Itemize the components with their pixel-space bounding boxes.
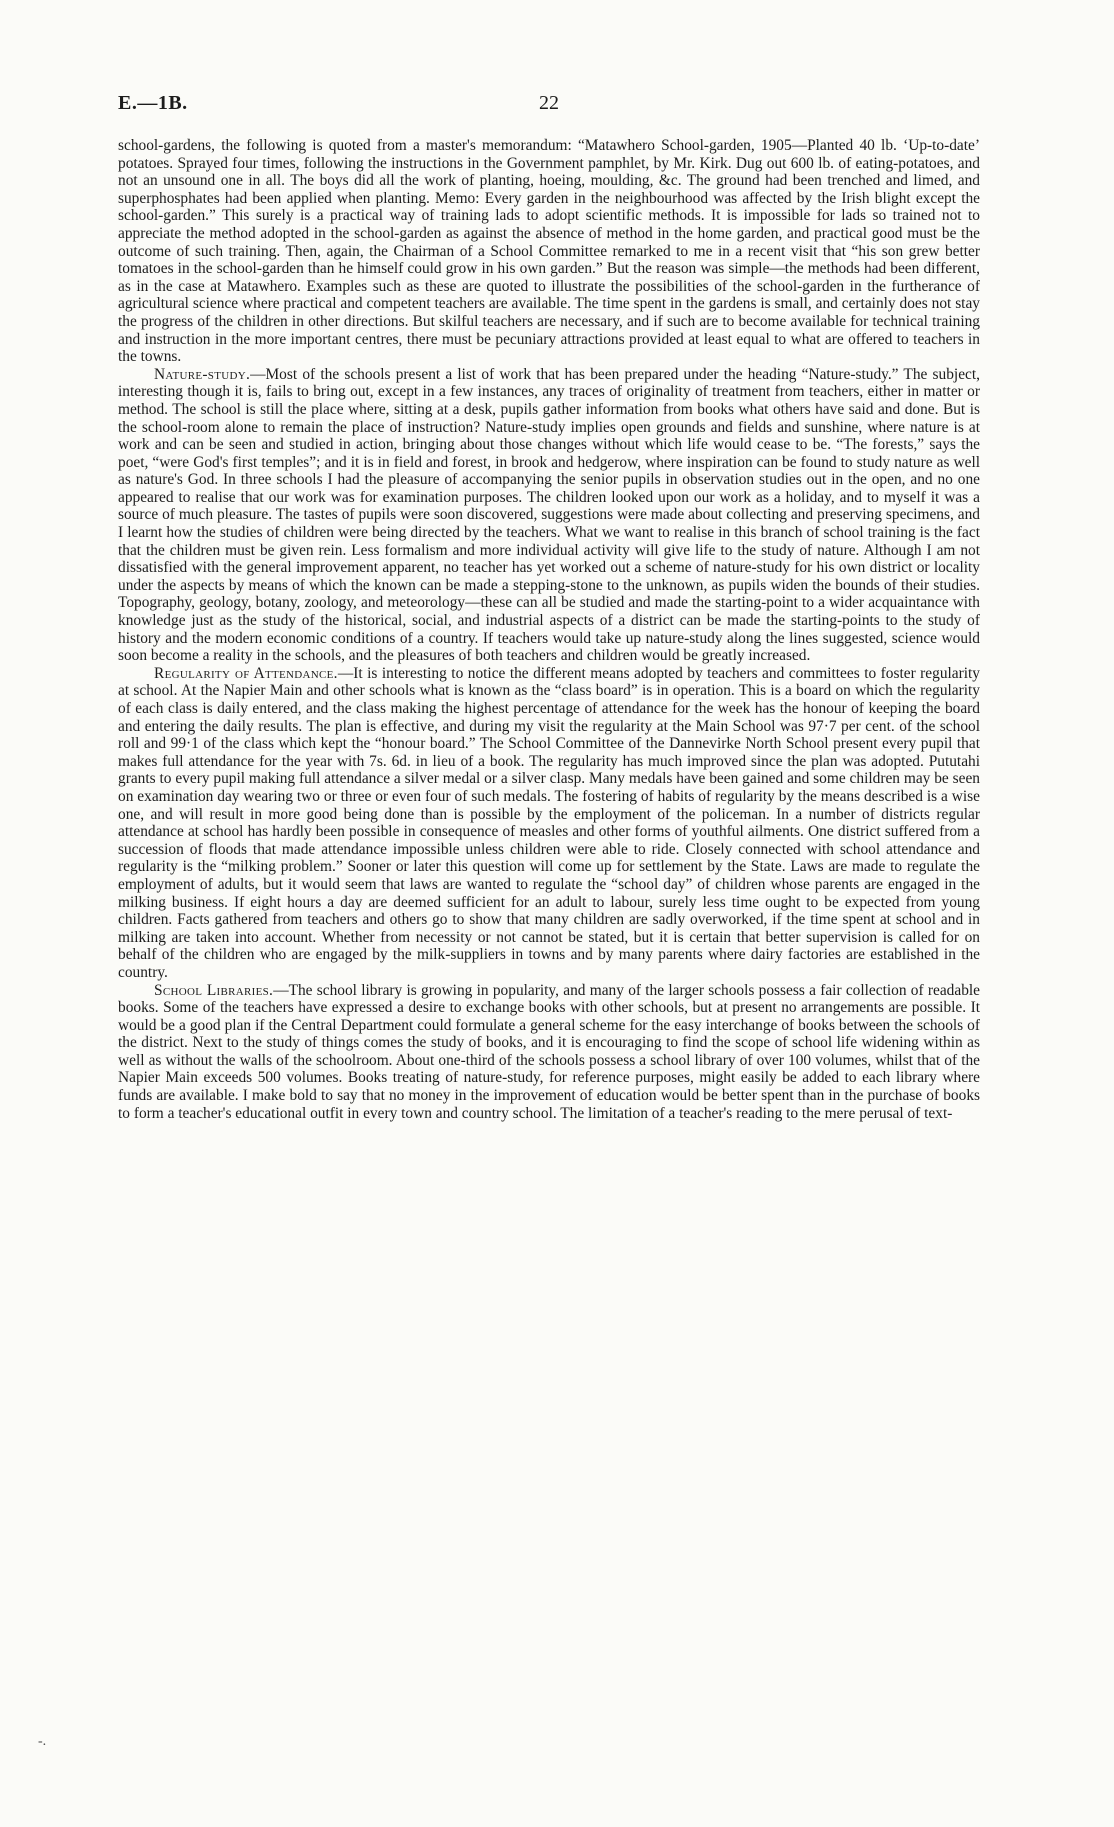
page-number: 22 <box>539 92 559 114</box>
body-text <box>118 137 980 1122</box>
section-heading-nature-study: Nature-study. <box>154 365 251 383</box>
paragraph-text: —Most of the schools present a list of work that has been prepared under the heading “Nature-study.” The subject, interesting though it is, fails to bring out, except in a few instances, any traces of originality of treatment from teachers, either in matter or method. The school is still the place where, sitting at a desk, pupils gather information from books what others have said and done. But is the school-room alone to remain the place of instruction? Nature-study implies open grounds and fields and sunshine, where nature is at work and can be seen and studied in action, bringing about those changes without which life would cease to be. “The forests,” says the poet, “were God's first temples”; and it is in field and forest, in brook and hedgerow, where inspiration can be found to study nature as well as nature's God. In three schools I had the pleasure of accompanying the senior pupils in observation studies out in the open, and no one appeared to realise that our work was for examination purposes. The children looked upon our work as a holiday, and to myself it was a source of much pleasure. The tastes of pupils were soon discovered, suggestions were made about collecting and preserving specimens, and I learnt how the studies of children were being directed by the teachers. What we want to realise in this branch of school training is the fact that the children must be given rein. Less formalism and more individual activity will give life to the study of nature. Although I am not dissatisfied with the general improvement apparent, no teacher has yet worked out a scheme of nature-study for his own district or locality under the aspects by means of which the known can be made a stepping-stone to the unknown, as pupils widen the bounds of their studies. Topography, geology, botany, zoology, and meteorology—these can all be studied and made the starting-point to a wider acquaintance with knowledge just as the study of the historical, social, and industrial aspects of a district can be made the starting-points to the study of history and the modern economic conditions of a country. If teachers would take up nature-study along the lines suggested, science would soon become a reality in the schools, and the pleasures of both teachers and children would be greatly increased. <box>118 365 980 665</box>
document-code: E.—1B. <box>118 92 188 114</box>
paragraph-school-gardens <box>118 137 980 366</box>
paragraph-text: school-gardens, the following is quoted from a master's memorandum: “Matawhero School-garden, 1905—Planted 40 lb. ‘Up-to-date’ potatoes. Sprayed four times, following the instructions in the Government pamphlet, by Mr. Kirk. Dug out 600 lb. of eating-potatoes, and not an unsound one in all. The boys did all the work of planting, hoeing, moulding, &c. The ground had been trenched and limed, and superphosphates had been applied when planting. Memo: Every garden in the neighbourhood was affected by the Irish blight except the school-garden.” This surely is a practical way of training lads to adopt scientific methods. It is impossible for lads so trained not to appreciate the method adopted in the school-garden as against the absence of method in the home garden, and practical good must be the outcome of such training. Then, again, the Chairman of a School Committee remarked to me in a recent visit that “his son grew better tomatoes in the school-garden than he himself could grow in his own garden.” But the reason was simple—the methods had been different, as in the case at Matawhero. Examples such as these are quoted to illustrate the possibilities of the school-garden in the furtherance of agricultural science where practical and competent teachers are available. The time spent in the gardens is small, and certainly does not stay the progress of the children in other directions. But skilful teachers are necessary, and if such are to become available for technical training and instruction in the more important centres, there must be pecuniary attractions provided at least equal to what are offered to teachers in the towns. <box>118 137 980 366</box>
margin-mark: -. <box>38 1734 47 1749</box>
paragraph-text: —The school library is growing in popularity, and many of the larger schools possess a fair collection of readable books. Some of the teachers have expressed a desire to exchange books with other schools, but at present no arrangements are possible. It would be a good plan if the Central Department could formulate a general scheme for the easy interchange of books between the schools of the district. Next to the study of things comes the study of books, and it is encouraging to find the scope of school life widening within as well as without the walls of the schoolroom. About one-third of the schools possess a school library of over 100 volumes, whilst that of the Napier Main exceeds 500 volumes. Books treating of nature-study, for reference purposes, might easily be added to each library where funds are available. I make bold to say that no money in the improvement of education would be better spent than in the purchase of books to form a teacher's educational outfit in every town and country school. The limitation of a teacher's reading to the mere perusal of text- <box>118 981 980 1122</box>
paragraph-nature-study <box>118 366 980 665</box>
section-heading-regularity-of-attendance: Regularity of Attendance. <box>154 664 338 682</box>
page-header <box>118 92 980 122</box>
section-heading-school-libraries: School Libraries. <box>154 981 274 999</box>
paragraph-text: —It is interesting to notice the different means adopted by teachers and committees to foster regularity at school. At the Napier Main and other schools what is known as the “class board” is in operation. This is a board on which the regularity of each class is daily entered, and the class making the highest percentage of attendance for the week has the honour of keeping the board and entering the daily results. The plan is effective, and during my visit the regularity at the Main School was 97·7 per cent. of the school roll and 99·1 of the class which kept the “honour board.” The School Committee of the Dannevirke North School present every pupil that makes full attendance for the year with 7s. 6d. in lieu of a book. The regularity has much improved since the plan was adopted. Pututahi grants to every pupil making full attendance a silver medal or a silver clasp. Many medals have been gained and some children may be seen on examination day wearing two or three or even four of such medals. The fostering of habits of regularity by the means described is a wise one, and will result in more good being done than is possible by the employment of the policeman. In a number of districts regular attendance at school has hardly been possible in consequence of measles and other forms of youthful ailments. One district suffered from a succession of floods that made attendance impossible unless children were able to ride. Closely connected with school attendance and regularity is the “milking problem.” Sooner or later this question will come up for settlement by the State. Laws are made to regulate the employment of adults, but it would seem that laws are wanted to regulate the “school day” of children whose parents are engaged in the milking business. If eight hours a day are deemed sufficient for an adult to labour, surely less time ought to be expected from young children. Facts gathered from teachers and others go to show that many children are sadly overworked, if the time spent at school and in milking are taken into account. Whether from necessity or not cannot be stated, but it is certain that better supervision is called for on behalf of the children who are engaged by the milk-suppliers in towns and by many parents where dairy factories are established in the country. <box>118 664 980 981</box>
paragraph-school-libraries <box>118 982 980 1123</box>
paragraph-regularity-of-attendance <box>118 665 980 982</box>
